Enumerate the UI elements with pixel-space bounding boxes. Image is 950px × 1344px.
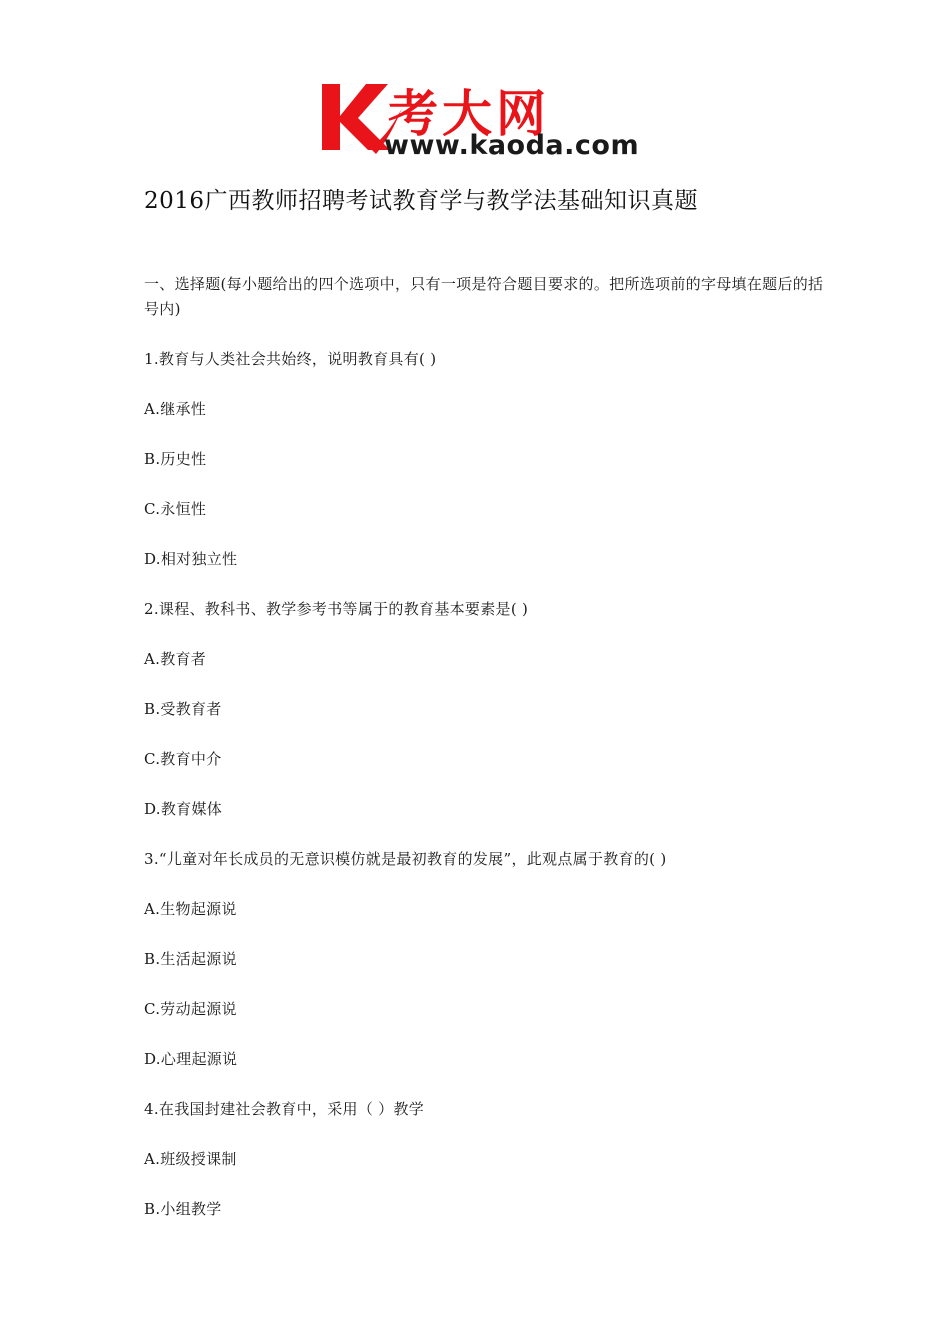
option-4a: A.班级授课制: [144, 1150, 237, 1168]
option-1c: C.永恒性: [144, 500, 207, 518]
logo-brand-text: 考大网: [388, 85, 550, 143]
option-1a: A.继承性: [144, 400, 207, 418]
document-title: 2016广西教师招聘考试教育学与教学法基础知识真题: [144, 188, 699, 214]
question-3: 3.“儿童对年长成员的无意识模仿就是最初教育的发展”，此观点属于教育的( ): [144, 850, 667, 868]
kaoda-logo: [318, 78, 648, 164]
option-3a: A.生物起源说: [144, 900, 237, 918]
option-3b: B.生活起源说: [144, 950, 237, 968]
option-2b: B.受教育者: [144, 700, 222, 718]
option-1d: D.相对独立性: [144, 550, 238, 568]
section-intro: 一、选择题(每小题给出的四个选项中，只有一项是符合题目要求的。把所选项前的字母填在题后的括号内): [144, 275, 824, 318]
option-1b: B.历史性: [144, 450, 207, 468]
option-3c: C.劳动起源说: [144, 1000, 237, 1018]
option-2d: D.教育媒体: [144, 800, 223, 818]
question-4: 4.在我国封建社会教育中，采用（ ）教学: [144, 1100, 425, 1118]
option-4b: B.小组教学: [144, 1200, 222, 1218]
option-2c: C.教育中介: [144, 750, 222, 768]
question-1: 1.教育与人类社会共始终，说明教育具有( ): [144, 350, 437, 368]
option-2a: A.教育者: [144, 650, 207, 668]
question-2: 2.课程、教科书、教学参考书等属于的教育基本要素是( ): [144, 600, 529, 618]
logo-url-text: www.kaoda.com: [384, 130, 640, 161]
question-content: [144, 272, 824, 1247]
option-3d: D.心理起源说: [144, 1050, 238, 1068]
